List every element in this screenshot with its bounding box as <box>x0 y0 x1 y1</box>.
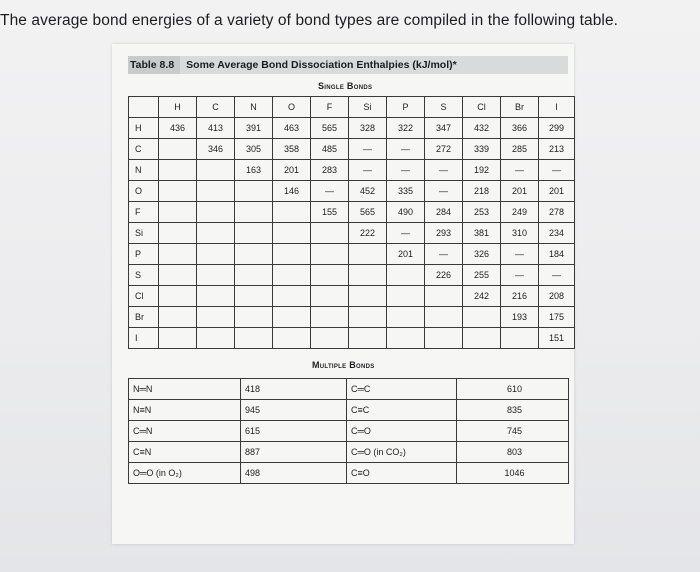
table-cell: — <box>501 160 539 181</box>
table-cell: — <box>425 244 463 265</box>
bond-label: N═N <box>129 379 241 400</box>
table-cell: 565 <box>349 202 387 223</box>
table-cell <box>501 328 539 349</box>
table-cell <box>425 286 463 307</box>
table-cell: 218 <box>463 181 501 202</box>
table-cell: 358 <box>273 139 311 160</box>
bond-label: N≡N <box>129 400 241 421</box>
table-cell <box>349 307 387 328</box>
table-cell: 346 <box>197 139 235 160</box>
table-cell: 234 <box>539 223 575 244</box>
table-cell: 175 <box>539 307 575 328</box>
table-cell: — <box>311 181 349 202</box>
table-cell: — <box>349 160 387 181</box>
table-row <box>129 328 575 349</box>
single-bonds-table <box>128 96 575 349</box>
table-row <box>129 118 575 139</box>
table-cell: 226 <box>425 265 463 286</box>
table-cell <box>159 286 197 307</box>
table-cell: 146 <box>273 181 311 202</box>
column-header: O <box>273 97 311 118</box>
table-cell: 201 <box>273 160 311 181</box>
table-cell <box>273 307 311 328</box>
table-row <box>129 244 575 265</box>
table-cell: 151 <box>539 328 575 349</box>
table-cell <box>159 181 197 202</box>
table-cell <box>425 307 463 328</box>
column-header: C <box>197 97 235 118</box>
table-cell <box>235 244 273 265</box>
bond-energy: 418 <box>241 379 347 400</box>
table-cell: 201 <box>501 181 539 202</box>
table-cell <box>159 160 197 181</box>
table-cell <box>159 265 197 286</box>
table-cell <box>159 328 197 349</box>
table-cell <box>235 307 273 328</box>
table-cell <box>311 244 349 265</box>
table-cell: — <box>425 181 463 202</box>
table-cell: 216 <box>501 286 539 307</box>
multiple-bonds-table <box>128 378 569 484</box>
table-cell <box>349 286 387 307</box>
table-cell: 284 <box>425 202 463 223</box>
table-cell: — <box>425 160 463 181</box>
table-cell: 213 <box>539 139 575 160</box>
table-cell <box>311 307 349 328</box>
table-cell <box>159 202 197 223</box>
row-header: C <box>129 139 159 160</box>
table-cell <box>197 307 235 328</box>
table-cell <box>273 223 311 244</box>
table-cell: — <box>501 265 539 286</box>
table-cell <box>273 265 311 286</box>
table-cell: 299 <box>539 118 575 139</box>
column-header: F <box>311 97 349 118</box>
table-cell <box>273 202 311 223</box>
table-cell: 326 <box>463 244 501 265</box>
column-header: Br <box>501 97 539 118</box>
table-cell <box>273 244 311 265</box>
table-cell <box>273 286 311 307</box>
table-row <box>129 421 569 442</box>
column-header: H <box>159 97 197 118</box>
table-cell: 366 <box>501 118 539 139</box>
table-cell: 335 <box>387 181 425 202</box>
row-header: F <box>129 202 159 223</box>
table-cell: 285 <box>501 139 539 160</box>
bond-label: C═N <box>129 421 241 442</box>
row-header: I <box>129 328 159 349</box>
table-cell: 201 <box>387 244 425 265</box>
table-cell <box>235 202 273 223</box>
table-cell: 249 <box>501 202 539 223</box>
table-row <box>129 181 575 202</box>
table-cell: 278 <box>539 202 575 223</box>
table-cell: 565 <box>311 118 349 139</box>
table-row <box>129 463 569 484</box>
table-cell <box>387 265 425 286</box>
column-header-row <box>129 97 575 118</box>
table-cell: 272 <box>425 139 463 160</box>
row-header: Cl <box>129 286 159 307</box>
intro-sentence: The average bond energies of a variety of bond types are compiled in the following table. <box>0 12 619 29</box>
bond-energy: 803 <box>457 442 569 463</box>
row-header: H <box>129 118 159 139</box>
column-header: Si <box>349 97 387 118</box>
table-cell: 192 <box>463 160 501 181</box>
table-number: Table 8.8 <box>128 56 180 74</box>
table-cell <box>349 265 387 286</box>
table-cell: 283 <box>311 160 349 181</box>
table-cell <box>159 307 197 328</box>
table-cell: 222 <box>349 223 387 244</box>
single-bonds-heading: Single Bonds <box>318 81 373 91</box>
table-cell <box>311 265 349 286</box>
table-cell <box>387 328 425 349</box>
table-cell <box>463 307 501 328</box>
bond-energy: 745 <box>457 421 569 442</box>
table-cell <box>235 328 273 349</box>
table-cell: 305 <box>235 139 273 160</box>
table-cell <box>235 286 273 307</box>
table-row <box>129 223 575 244</box>
table-cell: 163 <box>235 160 273 181</box>
table-cell <box>197 223 235 244</box>
table-row <box>129 400 569 421</box>
table-cell <box>387 286 425 307</box>
bond-energy: 835 <box>457 400 569 421</box>
bond-label: O═O (in O₂) <box>129 463 241 484</box>
table-cell: — <box>539 160 575 181</box>
row-header: P <box>129 244 159 265</box>
table-cell: 432 <box>463 118 501 139</box>
bond-energy: 945 <box>241 400 347 421</box>
table-cell <box>311 328 349 349</box>
table-cell: 155 <box>311 202 349 223</box>
table-cell <box>197 286 235 307</box>
table-cell <box>235 265 273 286</box>
table-cell: 184 <box>539 244 575 265</box>
table-cell: — <box>349 139 387 160</box>
table-cell <box>311 223 349 244</box>
table-cell: 328 <box>349 118 387 139</box>
table-cell: 322 <box>387 118 425 139</box>
column-header: Cl <box>463 97 501 118</box>
table-cell <box>387 307 425 328</box>
table-cell: 310 <box>501 223 539 244</box>
bond-label: C═O (in CO₂) <box>347 442 457 463</box>
table-cell <box>197 265 235 286</box>
bond-energy: 610 <box>457 379 569 400</box>
bond-energy: 887 <box>241 442 347 463</box>
table-row <box>129 286 575 307</box>
table-row <box>129 442 569 463</box>
column-header: I <box>539 97 575 118</box>
row-header: O <box>129 181 159 202</box>
table-cell: — <box>387 139 425 160</box>
table-cell: 490 <box>387 202 425 223</box>
table-cell <box>349 328 387 349</box>
table-cell: 413 <box>197 118 235 139</box>
table-cell: 242 <box>463 286 501 307</box>
table-cell <box>273 328 311 349</box>
table-title: Some Average Bond Dissociation Enthalpies (kJ/mol)* <box>186 59 457 71</box>
bond-energy: 615 <box>241 421 347 442</box>
table-cell: 293 <box>425 223 463 244</box>
table-cell <box>159 223 197 244</box>
table-row <box>129 265 575 286</box>
table-row <box>129 379 569 400</box>
column-header: P <box>387 97 425 118</box>
table-cell <box>425 328 463 349</box>
table-cell <box>197 244 235 265</box>
row-header: S <box>129 265 159 286</box>
table-cell <box>197 181 235 202</box>
table-cell: 463 <box>273 118 311 139</box>
bond-label: C≡O <box>347 463 457 484</box>
table-cell: 193 <box>501 307 539 328</box>
table-cell: 436 <box>159 118 197 139</box>
table-cell <box>159 244 197 265</box>
row-header: N <box>129 160 159 181</box>
bond-label: C═O <box>347 421 457 442</box>
multiple-bonds-heading: Multiple Bonds <box>312 360 375 370</box>
table-cell: — <box>387 160 425 181</box>
table-cell: 381 <box>463 223 501 244</box>
table-row <box>129 307 575 328</box>
bond-label: C≡C <box>347 400 457 421</box>
bond-energy: 1046 <box>457 463 569 484</box>
table-cell <box>197 160 235 181</box>
table-cell: — <box>387 223 425 244</box>
column-header: S <box>425 97 463 118</box>
corner-cell <box>129 97 159 118</box>
table-caption <box>128 56 568 74</box>
bond-energy: 498 <box>241 463 347 484</box>
table-cell <box>197 328 235 349</box>
table-cell <box>235 223 273 244</box>
table-cell: — <box>501 244 539 265</box>
table-cell <box>235 181 273 202</box>
table-cell: 255 <box>463 265 501 286</box>
column-header: N <box>235 97 273 118</box>
table-cell <box>463 328 501 349</box>
table-cell <box>349 244 387 265</box>
table-cell <box>159 139 197 160</box>
row-header: Si <box>129 223 159 244</box>
table-row <box>129 202 575 223</box>
row-header: Br <box>129 307 159 328</box>
table-cell <box>311 286 349 307</box>
table-cell: 339 <box>463 139 501 160</box>
table-cell: 485 <box>311 139 349 160</box>
table-cell: — <box>539 265 575 286</box>
table-cell: 208 <box>539 286 575 307</box>
table-row <box>129 139 575 160</box>
table-cell: 391 <box>235 118 273 139</box>
table-row <box>129 160 575 181</box>
table-cell: 347 <box>425 118 463 139</box>
bond-label: C≡N <box>129 442 241 463</box>
table-cell: 253 <box>463 202 501 223</box>
bond-label: C═C <box>347 379 457 400</box>
table-cell: 452 <box>349 181 387 202</box>
table-cell: 201 <box>539 181 575 202</box>
table-cell <box>197 202 235 223</box>
